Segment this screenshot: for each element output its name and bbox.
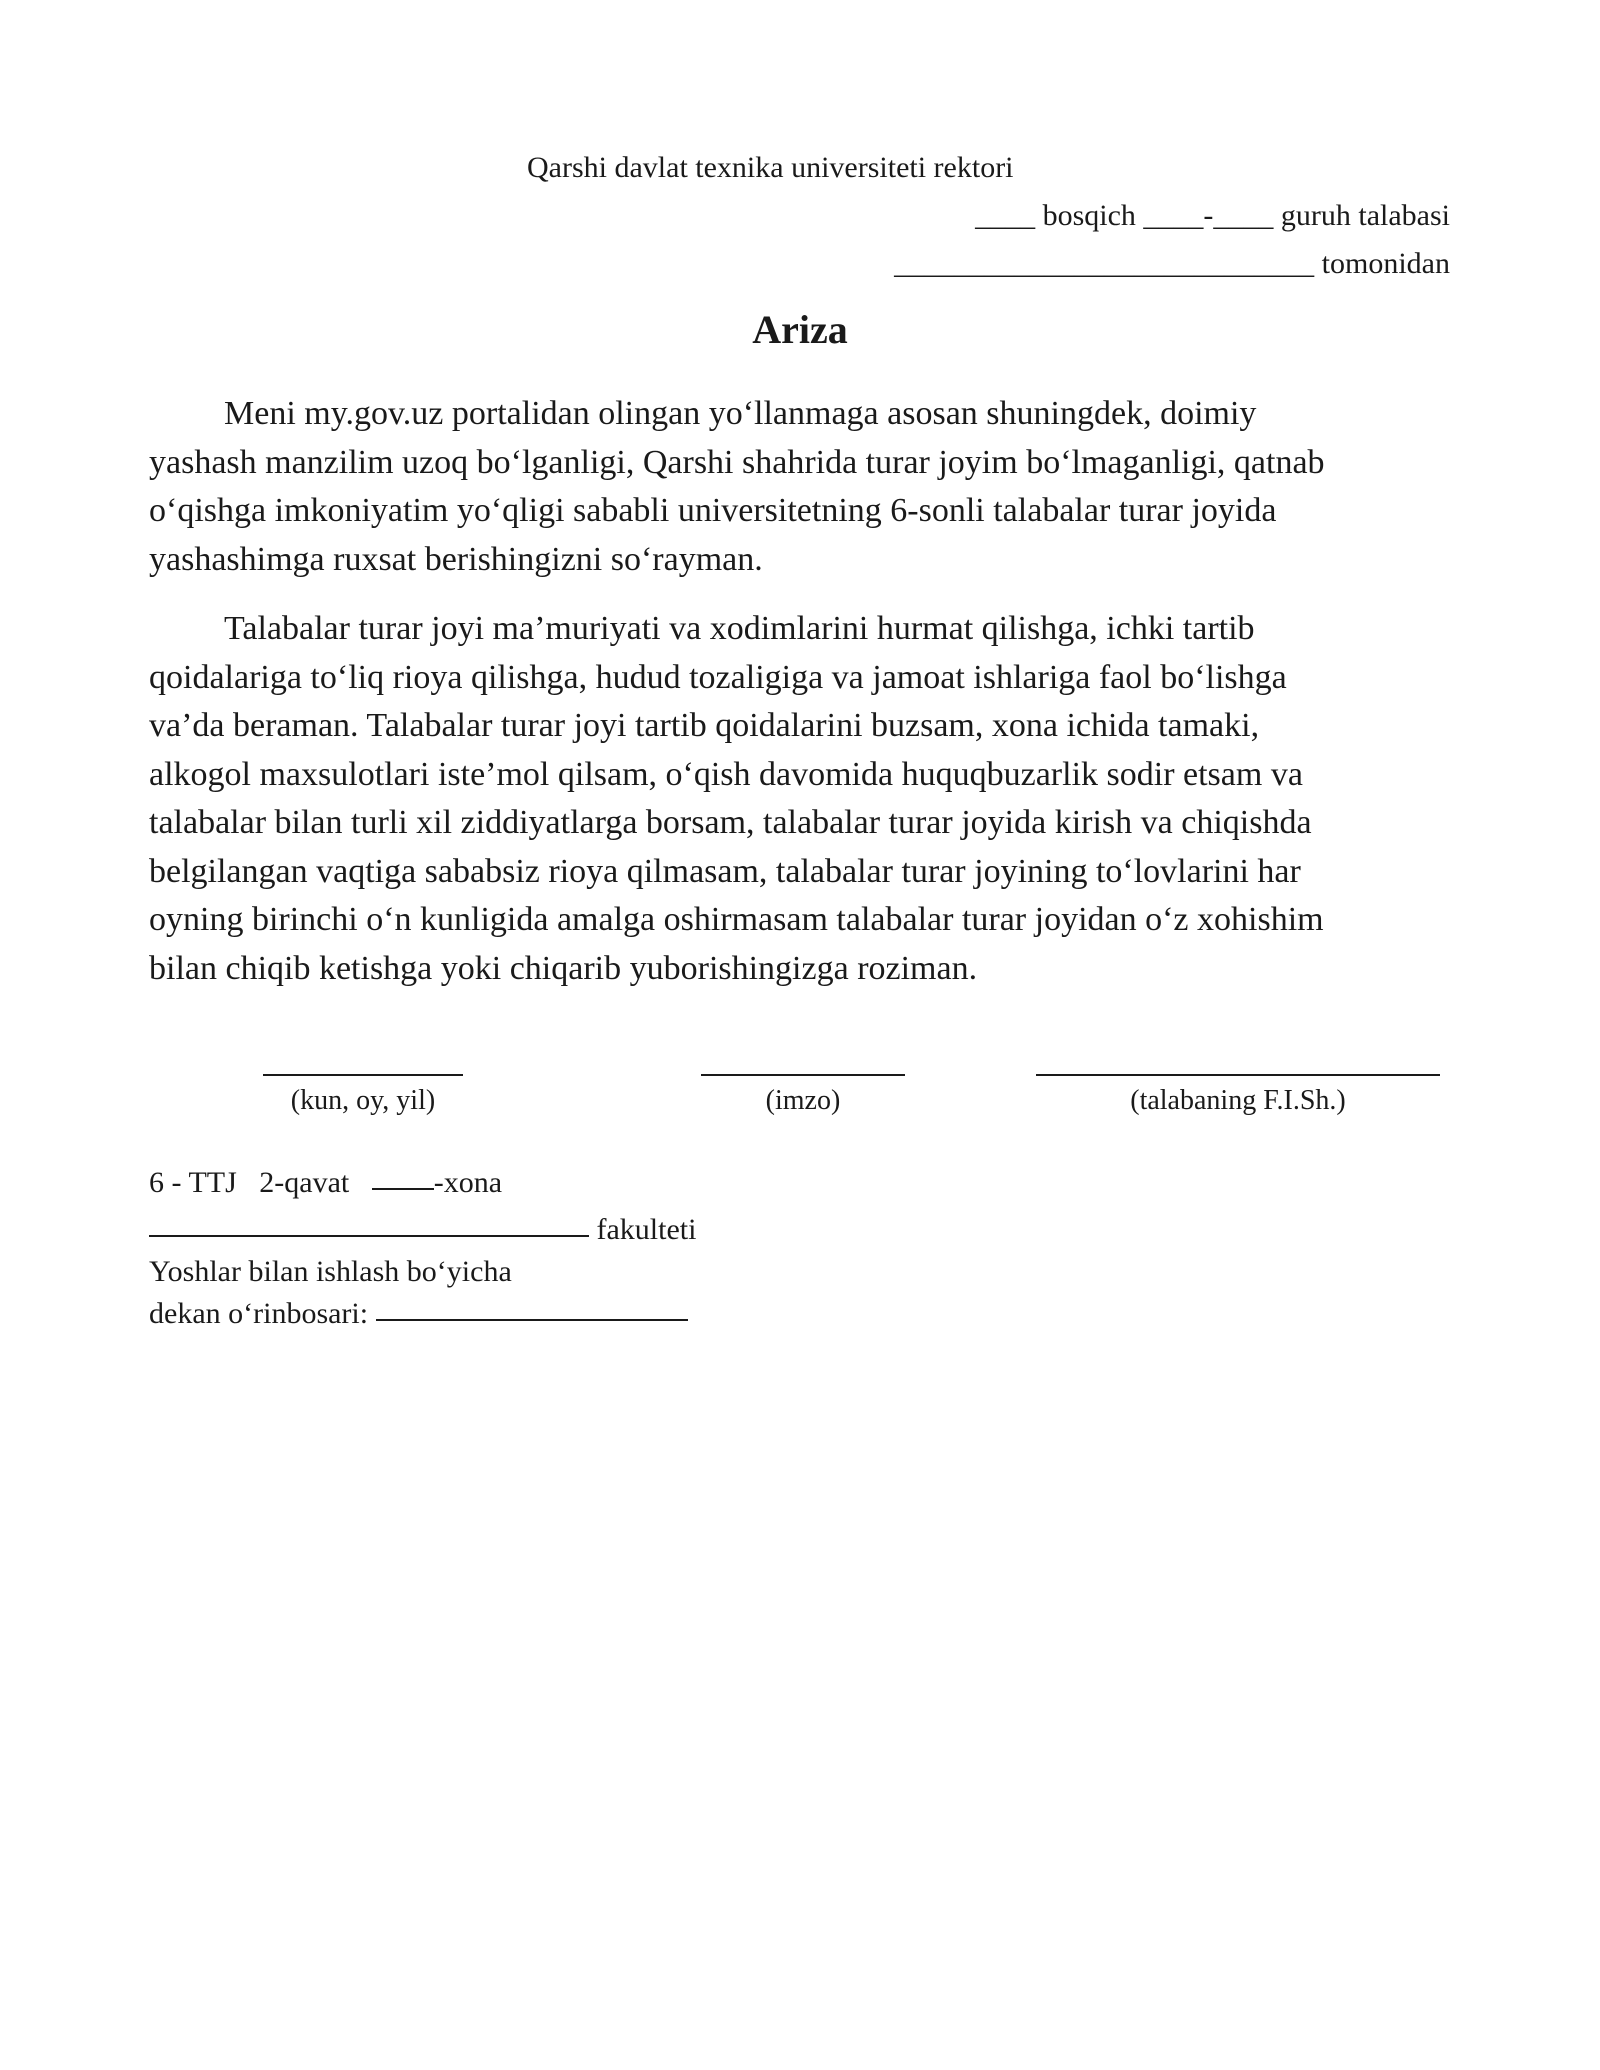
student-stage-group-line: ____ bosqich ____-____ guruh talabasi: [975, 199, 1450, 232]
paragraph-line: Talabalar turar joyi ma’muriyati va xodimlarini hurmat qilishga, ichki tartib: [224, 610, 1255, 647]
deputy-dean-title-line2: [149, 1294, 688, 1334]
student-name-field: [1033, 1040, 1443, 1118]
paragraph-line: oyning birinchi o‘n kunligida amalga oshirmasam talabalar turar joyidan o‘z xohishim: [149, 901, 1324, 938]
faculty-line: [149, 1210, 696, 1250]
name-blank-line: [1036, 1074, 1440, 1076]
date-blank-line: [263, 1074, 463, 1076]
paragraph-line: va’da beraman. Talabalar turar joyi tartib qoidalarini buzsam, xona ichida tamaki,: [149, 707, 1260, 744]
dormitory-room-line: [149, 1163, 502, 1203]
date-signature-field: [258, 1040, 468, 1118]
paragraph-line: alkogol maxsulotlari iste’mol qilsam, o‘qish davomida huquqbuzarlik sodir etsam va: [149, 755, 1303, 793]
paragraph-line: qoidalariga to‘liq rioya qilishga, hudud tozaligiga va jamoat ishlariga faol bo‘lishga: [149, 658, 1287, 696]
paragraph-line: bilan chiqib ketishga yoki chiqarib yuborishingizga roziman.: [149, 949, 978, 987]
paragraph-line: talabalar bilan turli xil ziddiyatlarga borsam, talabalar turar joyida kirish va chiqishda: [149, 804, 1312, 841]
dormitory-floor-text: 6 - TTJ 2-qavat: [149, 1166, 372, 1199]
faculty-label: fakulteti: [589, 1213, 697, 1246]
faculty-blank: [149, 1235, 589, 1237]
paragraph-line: yashash manzilim uzoq bo‘lganligi, Qarshi shahrida turar joyim bo‘lmaganligi, qatnab: [149, 443, 1325, 481]
addressee-line: Qarshi davlat texnika universiteti rektori: [527, 151, 1014, 184]
signature-blank-line: [701, 1074, 905, 1076]
paragraph-line: Meni my.gov.uz portalidan olingan yo‘llanmaga asosan shuningdek, doimiy: [224, 395, 1257, 432]
date-label: (kun, oy, yil): [290, 1085, 436, 1116]
commitment-paragraph: [149, 605, 1479, 993]
deputy-dean-label: dekan o‘rinbosari:: [149, 1297, 376, 1330]
student-name-label: (talabaning F.I.Sh.): [1130, 1085, 1346, 1116]
signature-field: [698, 1040, 908, 1118]
paragraph-line: yashashimga ruxsat berishingizni so‘rayman.: [149, 540, 763, 578]
deputy-dean-signature-blank: [376, 1319, 688, 1321]
document-title: Ariza: [752, 307, 848, 352]
request-paragraph: [149, 390, 1479, 584]
deputy-dean-title-line1: Yoshlar bilan ishlash bo‘yicha: [149, 1255, 512, 1288]
room-number-blank: [372, 1188, 434, 1190]
signature-label: (imzo): [765, 1085, 841, 1116]
room-suffix-text: -xona: [433, 1166, 503, 1199]
paragraph-line: belgilangan vaqtiga sababsiz rioya qilmasam, talabalar turar joyining to‘lovlarini har: [149, 852, 1301, 890]
paragraph-line: o‘qishga imkoniyatim yo‘qligi sababli universitetning 6-sonli talabalar turar joyida: [149, 492, 1277, 529]
student-from-line: ____________________________ tomonidan: [894, 247, 1450, 280]
